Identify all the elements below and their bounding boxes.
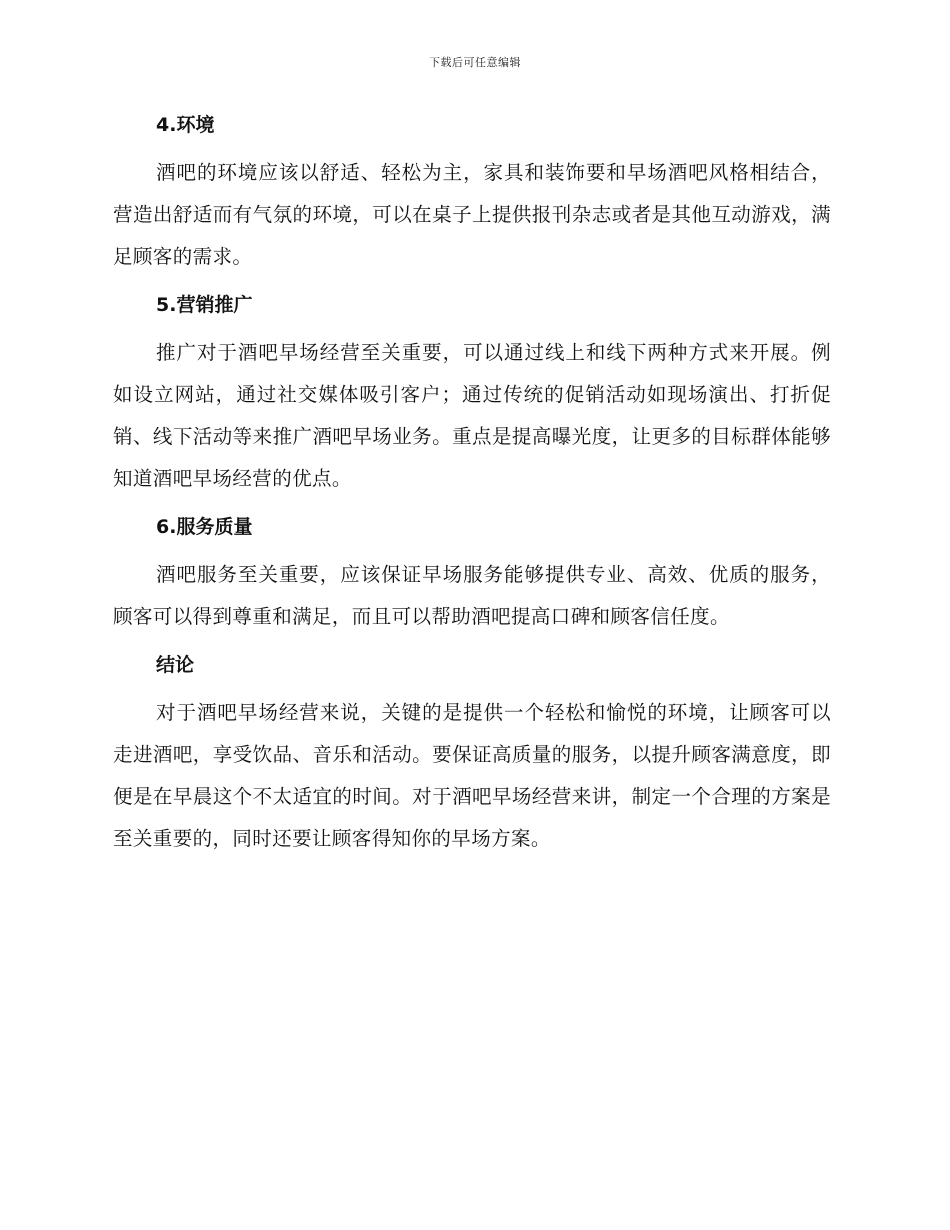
document-body	[113, 110, 831, 872]
section-paragraph: 酒吧服务至关重要，应该保证早场服务能够提供专业、高效、优质的服务，顾客可以得到尊重和满足，而且可以帮助酒吧提高口碑和顾客信任度。	[113, 563, 831, 628]
section-heading: 结论	[156, 654, 195, 676]
section-conclusion	[113, 650, 831, 860]
section-heading: 5.营销推广	[156, 294, 253, 316]
section-service-quality	[113, 512, 831, 638]
section-paragraph: 酒吧的环境应该以舒适、轻松为主，家具和装饰要和早场酒吧风格相结合，营造出舒适而有气氛的环境，可以在桌子上提供报刊杂志或者是其他互动游戏，满足顾客的需求。	[113, 161, 831, 268]
page-header: 下载后可任意编辑	[429, 56, 521, 69]
section-paragraph: 推广对于酒吧早场经营至关重要，可以通过线上和线下两种方式来开展。例如设立网站，通过社交媒体吸引客户；通过传统的促销活动如现场演出、打折促销、线下活动等来推广酒吧早场业务。重点是提高曝光度，让更多的目标群体能够知道酒吧早场经营的优点。	[113, 341, 831, 490]
section-heading: 4.环境	[156, 114, 215, 136]
section-heading: 6.服务质量	[156, 516, 253, 538]
section-marketing	[113, 290, 831, 500]
section-environment	[113, 110, 831, 278]
section-paragraph: 对于酒吧早场经营来说，关键的是提供一个轻松和愉悦的环境，让顾客可以走进酒吧，享受饮品、音乐和活动。要保证高质量的服务，以提升顾客满意度，即便是在早晨这个不太适宜的时间。对于酒吧早场经营来讲，制定一个合理的方案是至关重要的，同时还要让顾客得知你的早场方案。	[113, 701, 831, 850]
